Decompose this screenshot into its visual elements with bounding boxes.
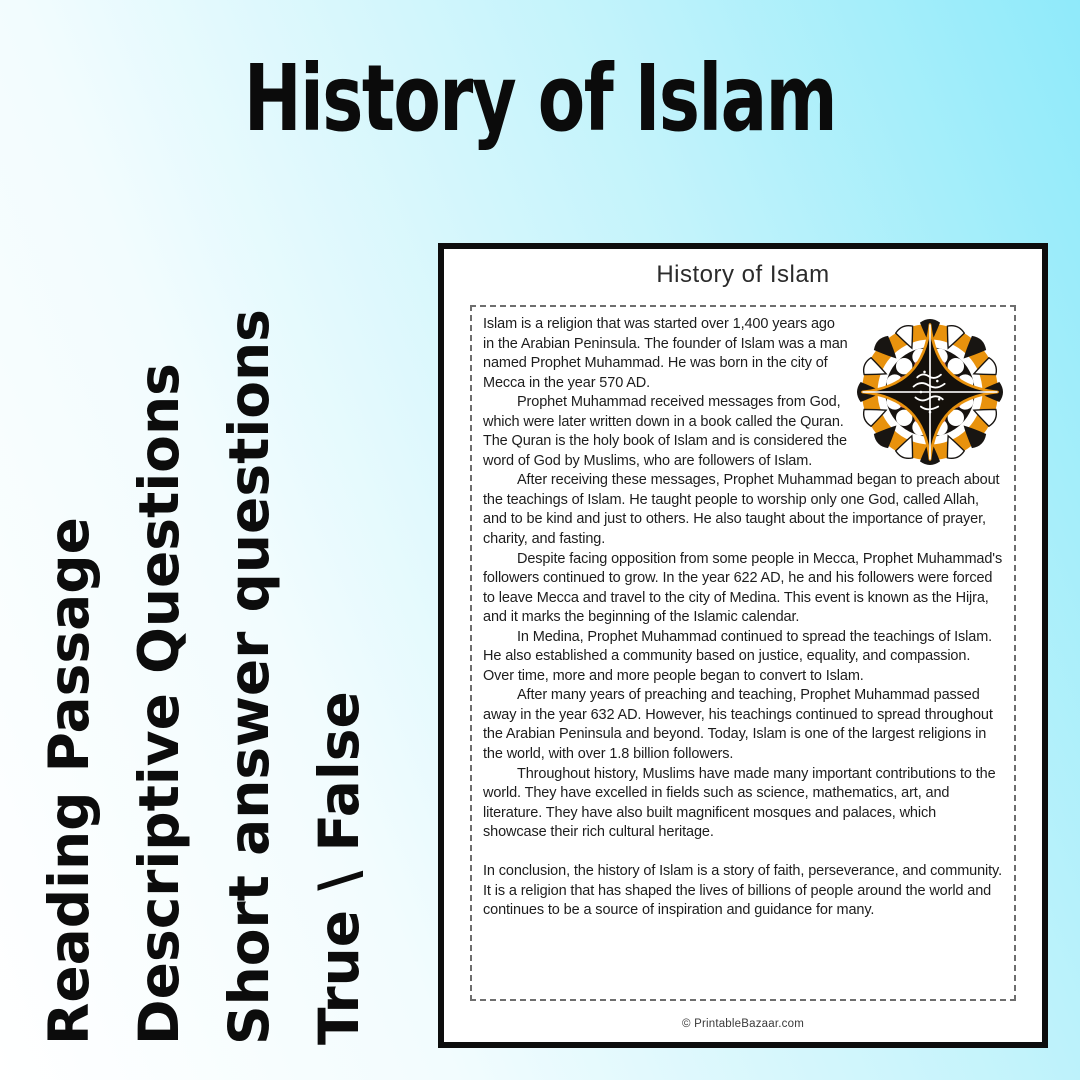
passage-paragraph: In Medina, Prophet Muhammad continued to spread the teachings of Islam. He also established a community based on justice, equality, and compassion. Over time, more and more people began to convert to Islam.: [483, 628, 993, 684]
feature-label: Reading Passage: [37, 517, 101, 1045]
passage-paragraph: Islam is a religion that was started over 1,400 years ago in the Arabian Peninsula. The founder of Islam was a man named Prophet Muhammad. He was born in the city of Mecca in the year 570 AD.: [483, 316, 848, 391]
passage-paragraph: After receiving these messages, Prophet Muhammad began to preach about the teachings of Islam. He taught people to worship only one God, called Allah, and to be kind and just to others. He also taught about the importance of prayer, charity, and fasting.: [483, 472, 1000, 548]
passage-paragraph: Prophet Muhammad received messages from God, which were later written down in a book called the Quran. The Quran is the holy book of Islam and is considered the word of God by Muslims, who are followers of Islam.: [483, 394, 847, 469]
copyright-text: © PrintableBazaar.com: [682, 1018, 804, 1030]
page-title: History of Islam: [243, 45, 837, 152]
feature-label: Short answer questions: [217, 309, 281, 1045]
worksheet-title: History of Islam: [656, 261, 830, 288]
passage-paragraph: After many years of preaching and teaching, Prophet Muhammad passed away in the year 632 AD. However, his teachings continued to spread throughout the Arabian Peninsula and beyond. Today, Islam is one of the largest religions in the world, with over 1.8 billion followers.: [483, 687, 993, 763]
worksheet-page-preview: [438, 243, 1048, 1048]
passage-paragraph: In conclusion, the history of Islam is a story of faith, perseverance, and community. It is a religion that has shaped the lives of billions of people around the world and continues to be a source of inspiration and guidance for many.: [483, 863, 1003, 919]
islamic-medallion-icon: [857, 317, 1003, 467]
feature-label: True \ False: [307, 691, 371, 1045]
passage-paragraph: Throughout history, Muslims have made many important contributions to the world. They have excelled in fields such as science, mathematics, art, and literature. They have also built magnificent mosques and palaces, which showcase their rich cultural heritage.: [483, 765, 996, 841]
reading-passage-box: [470, 305, 1016, 1001]
feature-label: Descriptive Questions: [127, 363, 191, 1045]
islamic-medallion-image: [857, 317, 1003, 467]
passage-paragraph: Despite facing opposition from some people in Mecca, Prophet Muhammad's followers continued to grow. In the year 622 AD, he and his followers were forced to leave Mecca and travel to the city of Medina. This event is known as the Hijra, and it marks the beginning of the Islamic calendar.: [483, 550, 1003, 626]
